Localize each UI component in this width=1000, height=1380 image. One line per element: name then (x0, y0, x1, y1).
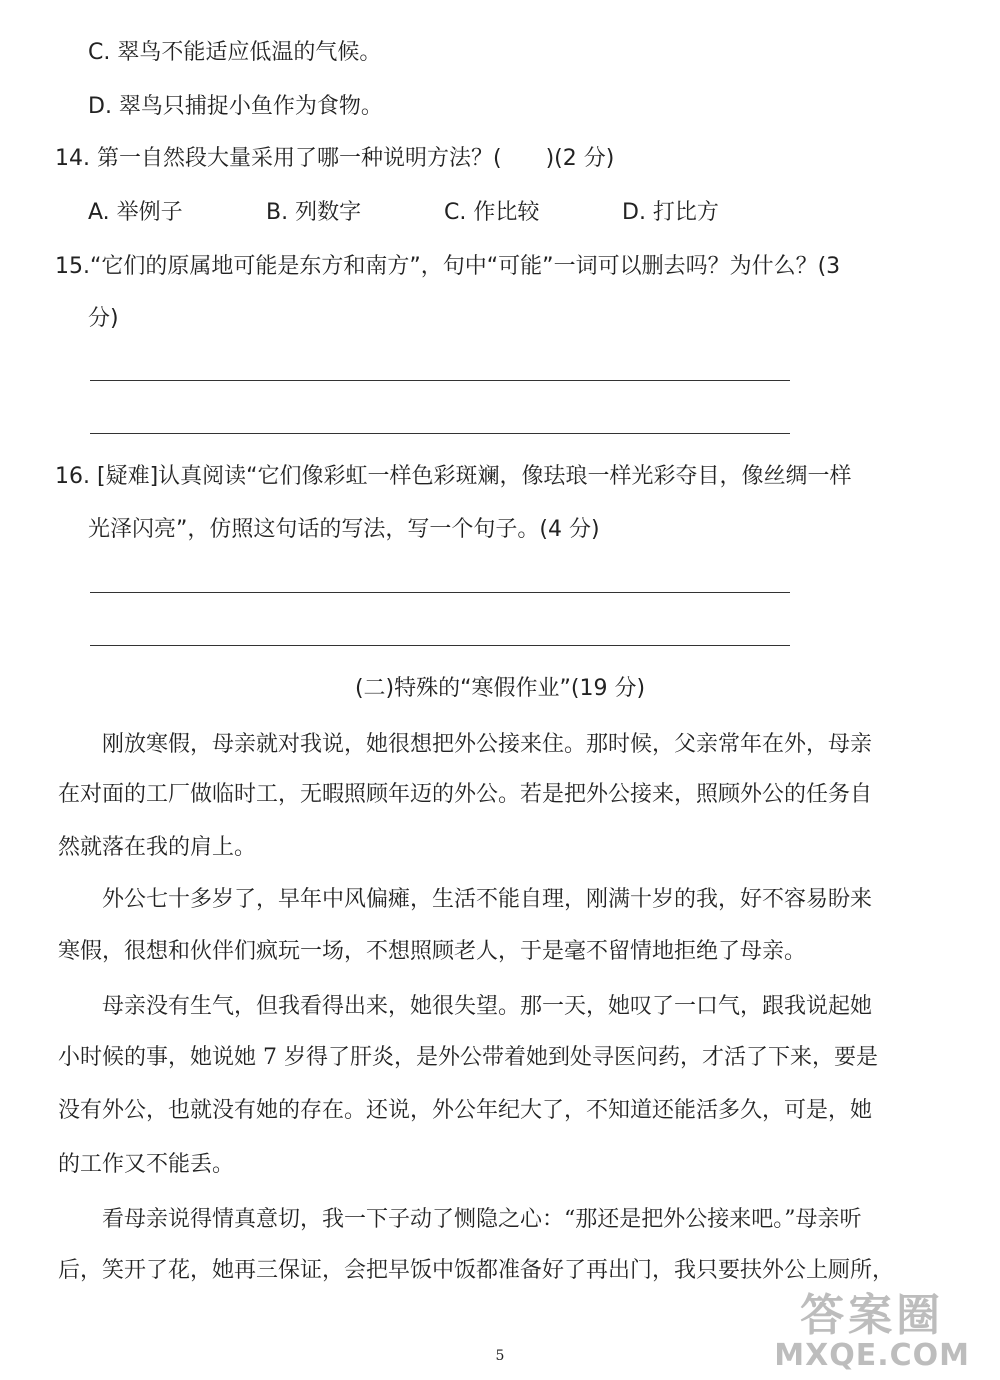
passage-line: 在对面的工厂做临时工，无暇照顾年迈的外公。若是把外公接来，照顾外公的任务自 (58, 782, 873, 807)
q13-option-d: D. 翠鸟只捕捉小鱼作为食物。 (88, 94, 383, 119)
q16-answer-line-2[interactable] (90, 645, 790, 646)
section-2-title: (二)特殊的“寒假作业”(19 分) (354, 676, 646, 701)
page-number: 5 (495, 1348, 505, 1364)
q14-option-d: D. 打比方 (622, 200, 719, 225)
passage-line: 母亲没有生气，但我看得出来，她很失望。那一天，她叹了一口气，跟我说起她 (58, 994, 873, 1019)
passage-line: 小时候的事，她说她 7 岁得了肝炎，是外公带着她到处寻医问药，才活了下来，要是 (58, 1045, 878, 1070)
q15-answer-line-2[interactable] (90, 433, 790, 434)
passage-line: 的工作又不能丢。 (58, 1152, 235, 1177)
q14-option-b: B. 列数字 (266, 200, 362, 225)
passage-line: 后，笑开了花，她再三保证，会把早饭中饭都准备好了再出门，我只要扶外公上厕所， (58, 1258, 895, 1283)
watermark-url: MXQE.COM (774, 1338, 970, 1373)
q13-option-c: C. 翠鸟不能适应低温的气候。 (88, 40, 382, 65)
q14-option-a: A. 举例子 (88, 200, 183, 225)
q16-stem-line1: 16. [疑难]认真阅读“它们像彩虹一样色彩斑斓，像珐琅一样光彩夺目，像丝绸一样 (55, 464, 852, 489)
q16-answer-line-1[interactable] (90, 592, 790, 593)
watermark-title: 答案圈 (800, 1290, 945, 1341)
q15-stem-line2: 分) (88, 306, 119, 331)
q14-option-c: C. 作比较 (444, 200, 540, 225)
passage-line: 外公七十多岁了，早年中风偏瘫，生活不能自理，刚满十岁的我，好不容易盼来 (58, 887, 873, 912)
q16-stem-line2: 光泽闪亮”，仿照这句话的写法，写一个句子。(4 分) (88, 517, 600, 542)
q15-answer-line-1[interactable] (90, 380, 790, 381)
passage-line: 刚放寒假，母亲就对我说，她很想把外公接来住。那时候，父亲常年在外，母亲 (58, 732, 873, 757)
passage-line: 没有外公，也就没有她的存在。还说，外公年纪大了，不知道还能活多久，可是，她 (58, 1098, 873, 1123)
q14-stem: 14. 第一自然段大量采用了哪一种说明方法？( )(2 分) (55, 146, 615, 171)
q15-stem-line1: 15.“它们的原属地可能是东方和南方”，句中“可能”一词可以删去吗？为什么？(3 (55, 254, 841, 279)
q14-options (88, 198, 719, 228)
passage-line: 看母亲说得情真意切，我一下子动了恻隐之心：“那还是把外公接来吧。”母亲听 (58, 1207, 862, 1232)
watermark-logo (774, 1292, 970, 1372)
passage-line: 寒假，很想和伙伴们疯玩一场，不想照顾老人，于是毫不留情地拒绝了母亲。 (58, 939, 807, 964)
passage-line: 然就落在我的肩上。 (58, 835, 257, 860)
